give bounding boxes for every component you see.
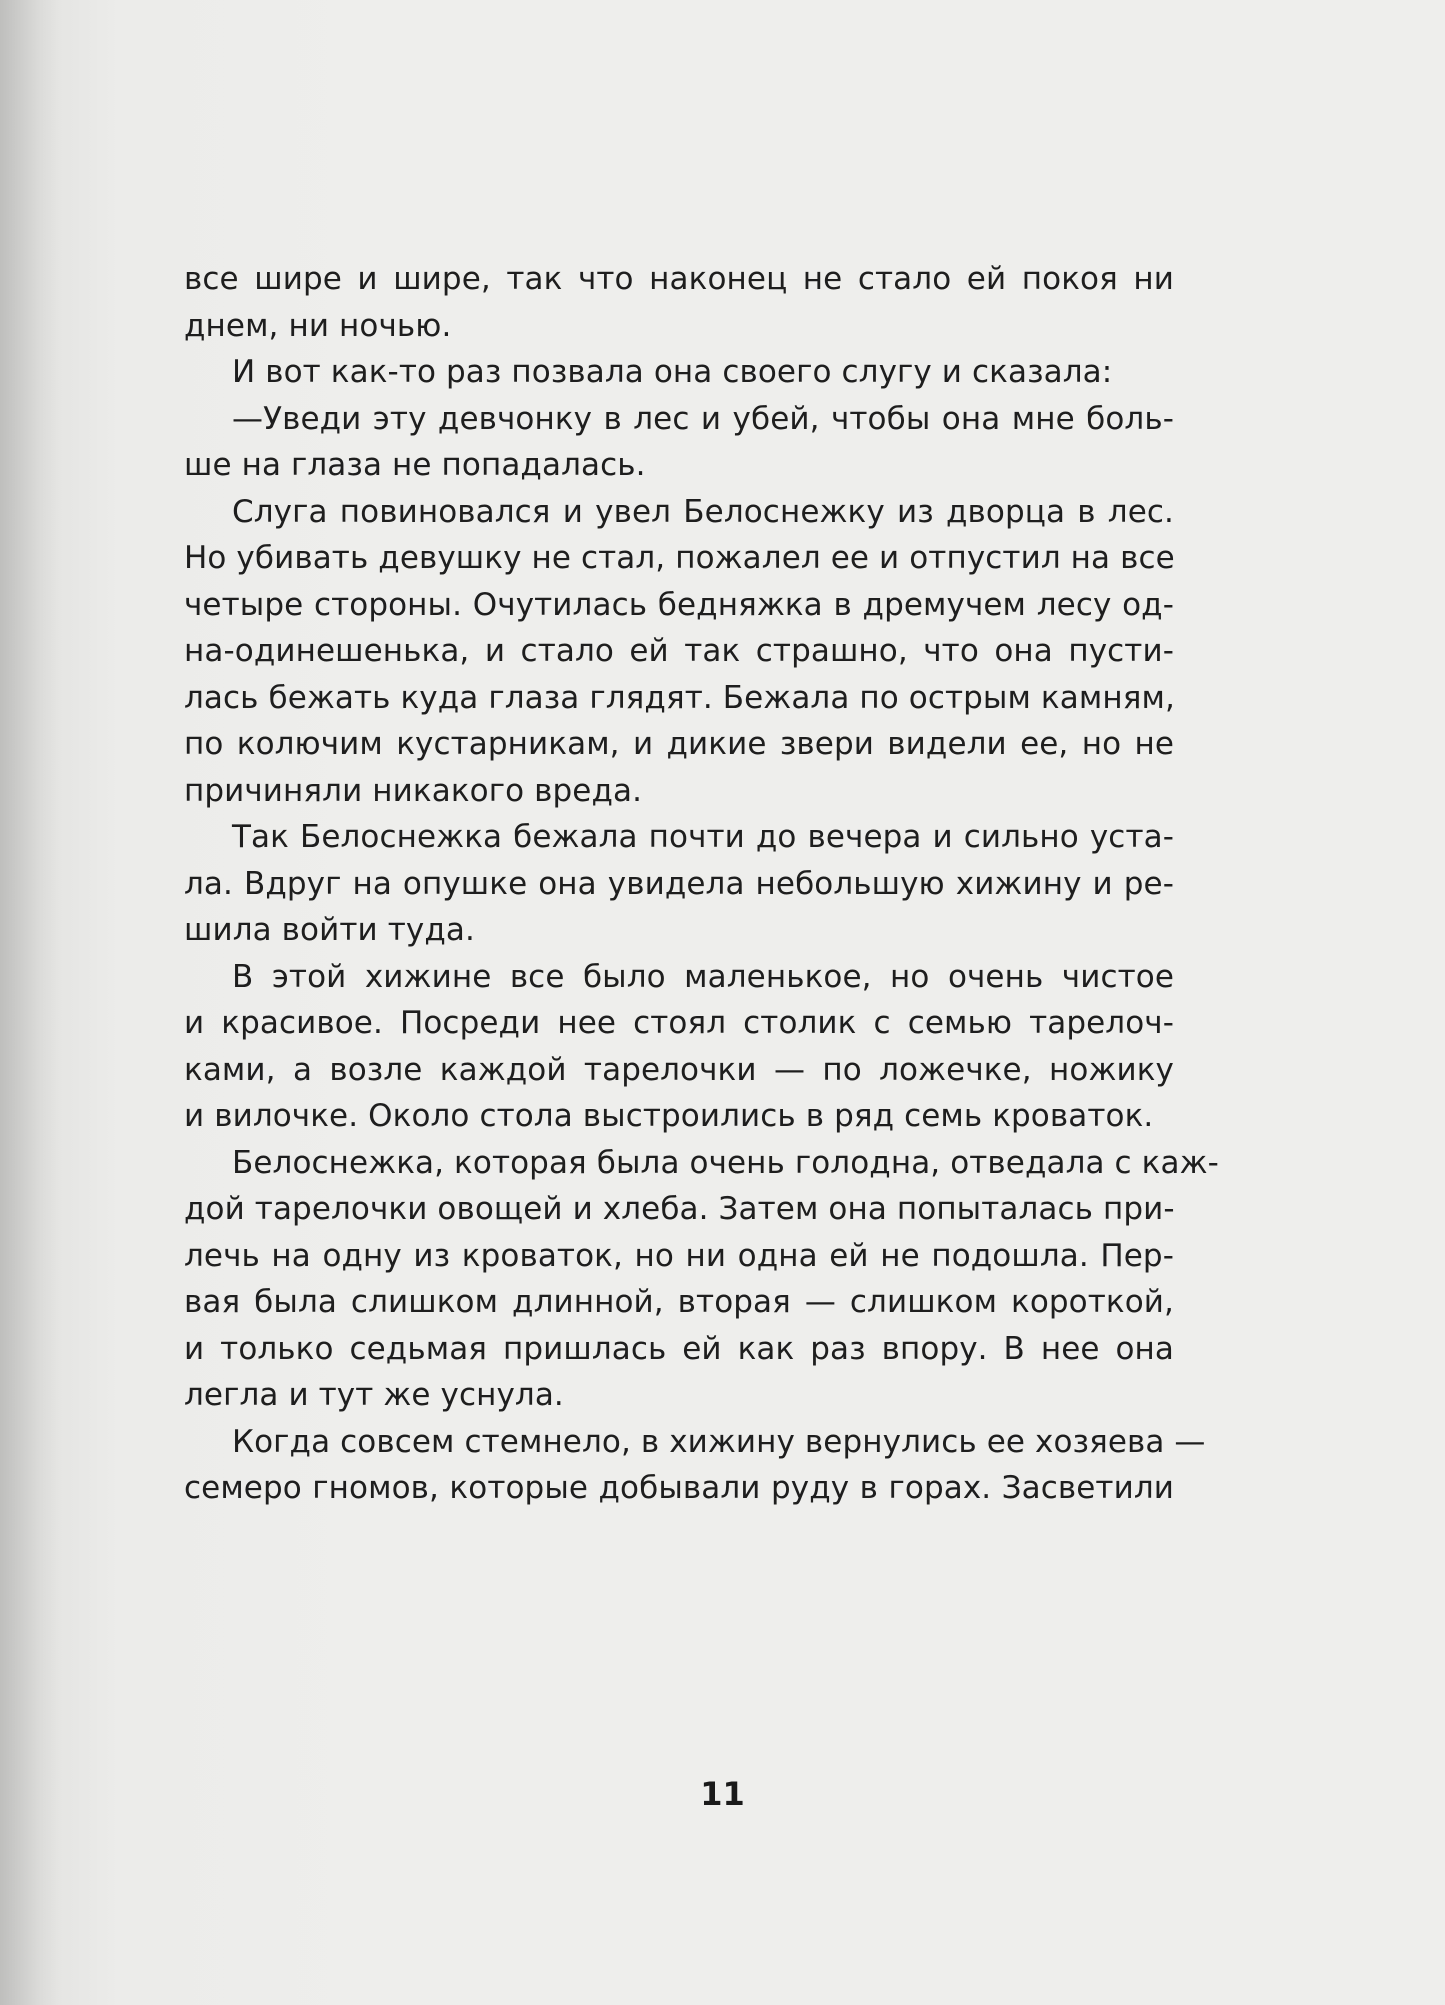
text-line: шила войти туда. (184, 912, 475, 948)
text-line: причиняли никакого вреда. (184, 772, 643, 809)
text-line: по колючим кустарникам, и дикие звери видели ее, но не (184, 726, 1174, 762)
text-line: Когда совсем стемнело, в хижину вернулись ее хозяева — (232, 1423, 1206, 1460)
text-line: четыре стороны. Очутилась бедняжка в дремучем лесу од- (184, 586, 1174, 623)
text-line: днем, ни ночью. (184, 307, 452, 344)
text-line: Белоснежка, которая была очень голодна, отведала с каж- (232, 1144, 1219, 1181)
text-line: Так Белоснежка бежала почти до вечера и сильно уста- (232, 819, 1174, 855)
text-line: на-одинешенька, и стало ей так страшно, что она пусти- (184, 633, 1174, 669)
text-line: и вилочке. Около стола выстроились в ряд семь кроваток. (184, 1098, 1154, 1134)
text-line: лась бежать куда глаза глядят. Бежала по острым камням, (184, 679, 1175, 716)
text-line: Но убивать девушку не стал, пожалел ее и отпустил на все (184, 540, 1175, 576)
page-gutter-shadow (0, 0, 60, 2005)
text-line: ше на глаза не попадалась. (184, 447, 646, 483)
text-line: ла. Вдруг на опушке она увидела небольшую хижину и ре- (184, 865, 1174, 902)
text-line: дой тарелочки овощей и хлеба. Затем она попыталась при- (184, 1191, 1175, 1227)
text-line: —Уведи эту девчонку в лес и убей, чтобы она мне боль- (232, 400, 1174, 437)
body-text (184, 256, 1219, 1512)
text-line: и красивое. Посреди нее стоял столик с семью тарелоч- (184, 1005, 1174, 1041)
text-line: И вот как-то раз позвала она своего слугу и сказала: (232, 354, 1113, 390)
text-line: ками, а возле каждой тарелочки — по ложечке, ножику (184, 1051, 1174, 1088)
text-line: В этой хижине все было маленькое, но очень чистое (232, 958, 1174, 995)
text-line: вая была слишком длинной, вторая — слишком короткой, (184, 1284, 1174, 1320)
page-number: 11 (700, 1775, 745, 1813)
text-line: легла и тут же уснула. (184, 1377, 564, 1413)
text-line: и только седьмая пришлась ей как раз впору. В нее она (184, 1330, 1174, 1367)
text-line: семеро гномов, которые добывали руду в горах. Засветили (184, 1470, 1174, 1506)
text-line: лечь на одну из кроваток, но ни одна ей не подошла. Пер- (184, 1237, 1174, 1274)
text-line: Слуга повиновался и увел Белоснежку из дворца в лес. (232, 493, 1174, 530)
text-line: все шире и шире, так что наконец не стало ей покоя ни (184, 261, 1174, 297)
